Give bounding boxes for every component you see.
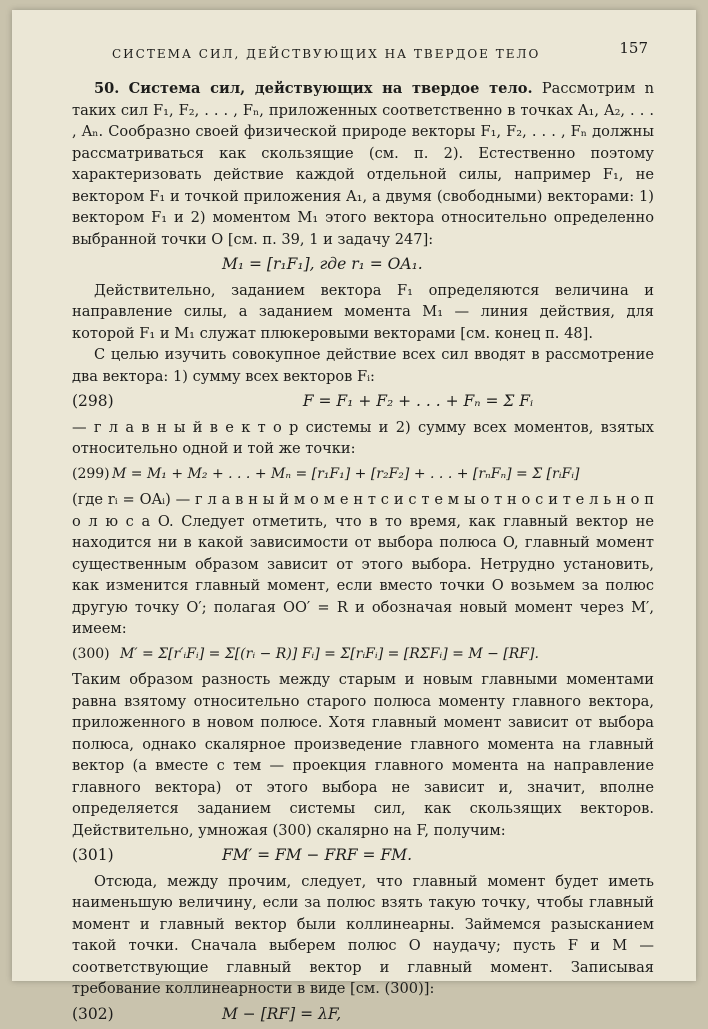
running-header: [72, 38, 654, 64]
equation-number: (298): [72, 392, 114, 410]
paragraph-3: — г л а в н ы й в е к т о р системы и 2) сумму всех моментов, взятых относительно одной и той же точки:: [72, 418, 654, 457]
equation-302: [72, 1004, 654, 1026]
equation-number: (299): [72, 465, 110, 482]
formula-moment: M₁ = [r₁F₁], где r₁ = OA₁.: [222, 255, 423, 273]
book-page: [12, 10, 696, 1023]
section-number: 50.: [94, 80, 120, 97]
equation-number: (301): [72, 846, 114, 864]
equation-300: [72, 644, 654, 666]
equation-301: [72, 845, 654, 867]
page-number: 157: [619, 39, 648, 57]
equation-expression: F = F₁ + F₂ + . . . + Fₙ = Σ Fᵢ: [302, 392, 534, 410]
section-title: Система сил, действующих на твердое тело.: [128, 80, 533, 97]
paragraph-4: (где rᵢ = OAᵢ) — г л а в н ы й м о м е н т с и с т е м ы о т н о с и т е л ь н о п о л ю с а O. Следует отметить, что в то время, как главный вектор не находится ни в какой зависимости от выбора полюса O, главный момент существенным образом зависит от этого выбора. Нетрудно установить, как изменится главный момент, если вместо точки O возьмем за полюс другую точку O′; полагая OO′ = R и обозначая новый момент через M′, имеем:: [72, 491, 654, 637]
paragraph-5: Таким образом разность между старым и новым главными моментами равна взятому относительно старого полюса моменту главного вектора, приложенного в новом полюсе. Хотя главный момент зависит от выбора полюса, однако скалярное произведение главного момента на главный вектор (а вместе с тем — проекция главного момента на направление главного вектора) от этого выбора не зависит и, значит, вполне определяется заданием системы сил, как скользящих векторов. Действительно, умножая (300) скалярно на F, получим:: [72, 671, 654, 839]
equation-298: [72, 391, 654, 413]
equation-expression: M = M₁ + M₂ + . . . + Mₙ = [r₁F₁] + [r₂F₂] + . . . + [rₙFₙ] = Σ [rᵢFᵢ]: [112, 465, 580, 482]
equation-number: (300): [72, 645, 110, 662]
paragraph-2: С целью изучить совокупное действие всех сил вводят в рассмотрение два вектора: 1) сумму всех векторов Fᵢ:: [72, 346, 654, 385]
equation-expression: M − [RF] = λF,: [222, 1004, 342, 1023]
equation-299: [72, 464, 654, 486]
equation-expression: FM′ = FM − FRF = FM.: [222, 846, 413, 864]
section-intro: Рассмотрим n таких сил F₁, F₂, . . . , Fₙ, приложенных соответственно в точках A₁, A₂, . . . , Aₙ. Сообразно своей физической природе векторы F₁, F₂, . . . , Fₙ должны рассматриваться как скользящие (см. п. 2). Естественно поэтому характеризовать действие каждой отдельной силы, например F₁, не вектором F₁ и точкой приложения A₁, а двумя (свободными) векторами: 1) вектором F₁ и 2) моментом M₁ этого вектора относительно определенно выбранной точки O [см. п. 39, 1 и задачу 247]:: [72, 80, 654, 248]
equation-number: (302): [72, 1004, 114, 1023]
paragraph-1: Действительно, заданием вектора F₁ определяются величина и направление силы, а заданием момента M₁ — линия действия, для которой F₁ и M₁ служат плюкеровыми векторами [см. конец п. 48].: [72, 281, 654, 342]
equation-expression: M′ = Σ[r′ᵢFᵢ] = Σ[(rᵢ − R)] Fᵢ] = Σ[rᵢFᵢ] = [RΣFᵢ] = M − [RF].: [120, 645, 539, 662]
section-paragraph: [72, 78, 654, 250]
paragraph-6: Отсюда, между прочим, следует, что главный момент будет иметь наименьшую величину, если за полюс взять такую точку, чтобы главный момент и главный вектор были коллинеарны. Займемся разысканием такой точки. Сначала выберем полюс O наудачу; пусть F и M — соответствующие главный вектор и главный момент. Записывая требование коллинеарности в виде [см. (300)]:: [72, 872, 654, 997]
running-title: СИСТЕМА СИЛ, ДЕЙСТВУЮЩИХ НА ТВЕРДОЕ ТЕЛО: [112, 47, 541, 61]
page-content: [72, 38, 654, 1029]
